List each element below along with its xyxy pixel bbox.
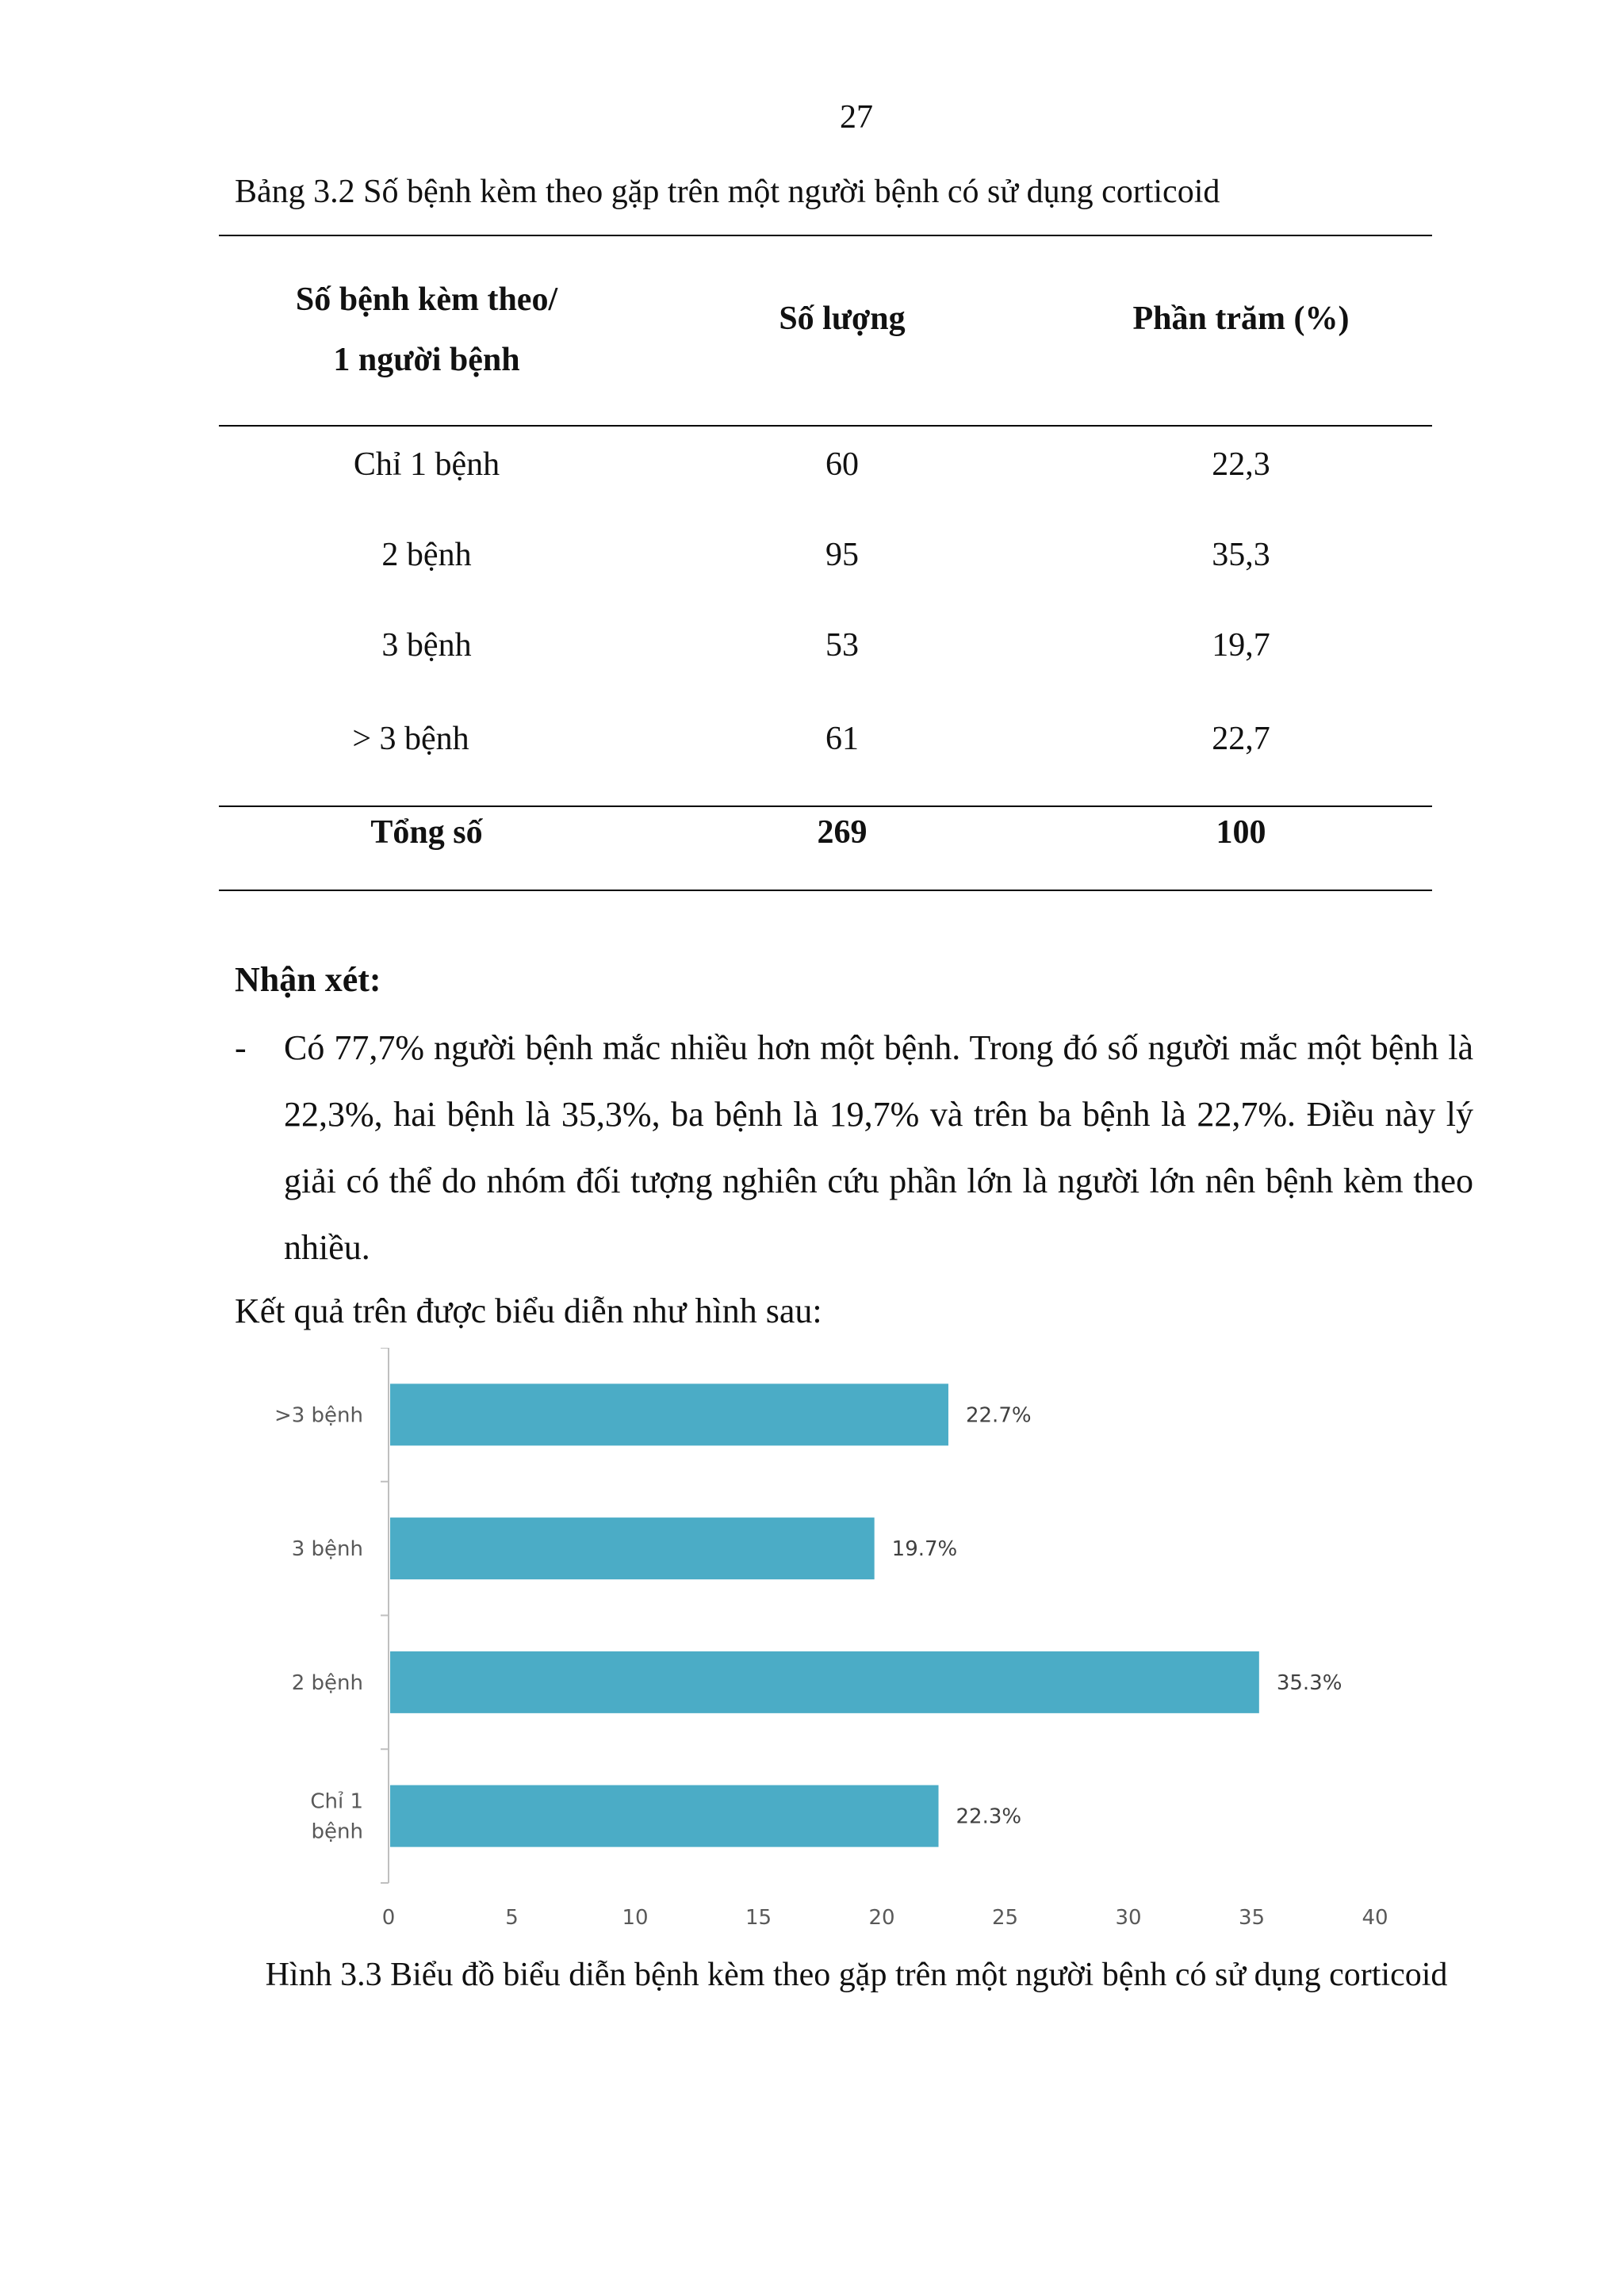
table-total-rule [219,806,1432,807]
x-tick-label: 30 [1115,1906,1142,1930]
table-total-percent: 100 [1216,814,1266,851]
table-row-percent: 22,7 [1212,721,1270,757]
category-label: 3 bệnh [291,1537,363,1562]
table-row-label: 3 bệnh [381,627,472,664]
data-label: 22.7% [965,1403,1032,1428]
table-header-count: Số lượng [779,300,906,337]
table-row-percent: 19,7 [1212,627,1270,664]
x-tick-label: 35 [1238,1906,1266,1930]
table-top-rule [219,235,1432,236]
table-row-percent: 22,3 [1212,446,1270,483]
x-tick-label: 40 [1362,1906,1388,1930]
x-tick-label: 15 [745,1906,772,1930]
table-row-label: Chỉ 1 bệnh [353,446,500,483]
bar [390,1517,875,1579]
table-row-count: 53 [825,627,859,664]
category-label: 2 bệnh [291,1670,363,1695]
page-number: 27 [840,99,873,136]
result-intro-line: Kết quả trên được biểu diễn như hình sau: [235,1292,822,1330]
remarks-title: Nhận xét: [235,960,381,999]
remarks-paragraph: Có 77,7% người bệnh mắc nhiều hơn một bệnh. Trong đó số người mắc một bệnh là 22,3%, hai bệnh là 35,3%, ba bệnh là 19,7% và trên ba bệnh là 22,7%. Điều này lý giải có thể do nhóm đối tượng nghiên cứu phần lớn là người lớn nên bệnh kèm theo nhiều. [284,1028,1473,1267]
bullet-dash: - [235,1028,247,1067]
x-tick-label: 10 [622,1906,649,1930]
bar-chart [262,1348,1419,1950]
table-bottom-rule [219,890,1432,891]
category-label: >3 bệnh [274,1403,363,1428]
table-row-label: 2 bệnh [381,537,472,573]
table-header-rule [219,425,1432,427]
bar-chart-svg [262,1348,1419,1950]
data-label: 35.3% [1276,1670,1342,1695]
table-total-count: 269 [817,814,868,851]
table-total-label: Tổng số [370,814,483,851]
x-tick-label: 20 [868,1906,895,1930]
data-label: 22.3% [956,1804,1022,1829]
figure-caption: Hình 3.3 Biểu đồ biểu diễn bệnh kèm theo gặp trên một người bệnh có sử dụng corticoid [265,1957,1448,1993]
table-caption: Bảng 3.2 Số bệnh kèm theo gặp trên một người bệnh có sử dụng corticoid [235,174,1220,210]
bar [390,1383,948,1445]
table-header-condition-count: Số bệnh kèm theo/ 1 người bệnh [295,281,558,378]
table-row-label: > 3 bệnh [352,721,469,757]
bar [390,1785,939,1847]
table-row-count: 60 [825,446,859,483]
table-row-count: 61 [825,721,859,757]
table-row-count: 95 [825,537,859,573]
bar [390,1651,1259,1713]
table-header-percent: Phần trăm (%) [1132,300,1350,337]
table-row-percent: 35,3 [1212,537,1270,573]
x-tick-label: 5 [505,1906,519,1930]
data-label: 19.7% [891,1537,958,1562]
category-label: Chỉ 1 bệnh [310,1789,363,1844]
x-tick-label: 25 [991,1906,1019,1930]
x-tick-label: 0 [381,1906,396,1930]
